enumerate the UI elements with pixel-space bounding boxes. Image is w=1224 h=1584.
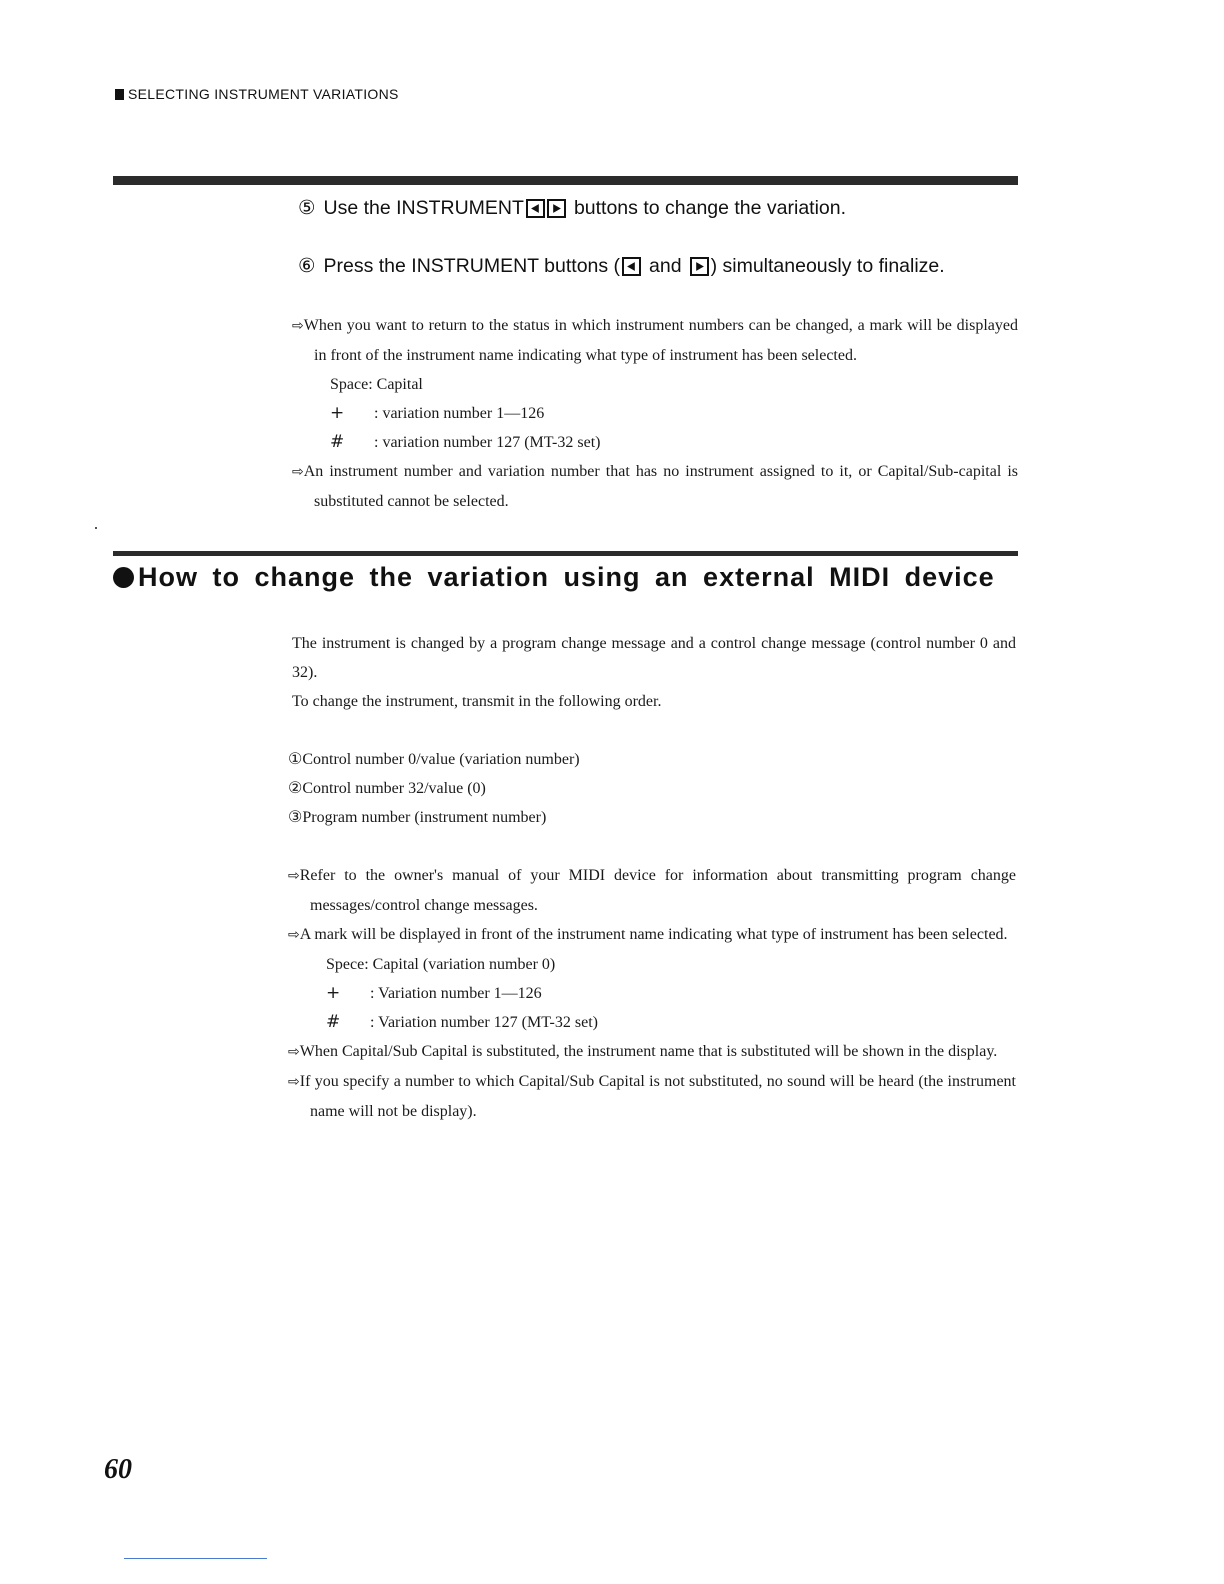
square-bullet-icon bbox=[115, 89, 124, 100]
legend-text: : Capital bbox=[368, 376, 423, 393]
legend-symbol: Space bbox=[330, 376, 369, 393]
running-header-text: SELECTING INSTRUMENT VARIATIONS bbox=[128, 86, 399, 102]
note-cannot-select: ⇨An instrument number and variation number that has no instrument assigned to it, or Capital/Sub-capital is substituted cannot be selected. bbox=[292, 463, 1018, 510]
right-arrow-button-icon bbox=[547, 199, 566, 218]
step-text-after: ) simultaneously to finalize. bbox=[710, 254, 945, 277]
step-text-before: Use the INSTRUMENT bbox=[323, 196, 524, 219]
arrow-icon: ⇨ bbox=[288, 868, 300, 884]
legend-text: : variation number 1—126 bbox=[374, 405, 545, 422]
order-item: ②Control number 32/value (0) bbox=[288, 780, 486, 797]
step-number: ⑤ bbox=[298, 197, 316, 219]
section-title-text: How to change the variation using an external MIDI device bbox=[138, 562, 995, 592]
order-item: ③Program number (instrument number) bbox=[288, 809, 547, 826]
bullet-dot-icon bbox=[113, 567, 134, 588]
legend-text: : Variation number 1—126 bbox=[370, 985, 542, 1002]
note-return-status: ⇨When you want to return to the status in which instrument numbers can be changed, a mark will be displayed in front of the instrument name indicating what type of instrument has been selected. bbox=[292, 317, 1018, 364]
plus-symbol: + bbox=[326, 983, 341, 1003]
section-body bbox=[292, 629, 1016, 716]
hash-symbol: # bbox=[330, 432, 345, 452]
left-arrow-button-icon bbox=[526, 199, 545, 218]
page-number: 60 bbox=[104, 1454, 132, 1485]
legend-text: : Capital (variation number 0) bbox=[364, 956, 556, 973]
legend-row bbox=[330, 428, 1018, 457]
arrow-icon: ⇨ bbox=[288, 1044, 300, 1060]
top-divider-bar bbox=[113, 176, 1018, 185]
section-divider-bar bbox=[113, 551, 1018, 556]
note-mark-displayed: ⇨A mark will be displayed in front of the instrument name indicating what type of instrument has been selected. bbox=[288, 926, 1008, 943]
order-item: ①Control number 0/value (variation number) bbox=[288, 751, 580, 768]
order-list bbox=[288, 745, 1012, 832]
legend-top bbox=[292, 370, 1018, 457]
arrow-icon: ⇨ bbox=[292, 464, 304, 480]
running-header bbox=[115, 86, 399, 102]
hash-symbol: # bbox=[326, 1012, 341, 1032]
legend-symbol: Spece bbox=[326, 956, 365, 973]
legend-row bbox=[326, 1008, 1016, 1037]
plus-symbol: + bbox=[330, 403, 345, 423]
step-text-after: buttons to change the variation. bbox=[573, 196, 847, 219]
note-substituted-name: ⇨When Capital/Sub Capital is substituted, the instrument name that is substituted will be shown in the display. bbox=[288, 1043, 998, 1060]
legend-row bbox=[330, 399, 1018, 428]
stray-mark bbox=[95, 527, 97, 529]
legend-row bbox=[326, 979, 1016, 1008]
legend-text: : variation number 127 (MT-32 set) bbox=[374, 434, 601, 451]
arrow-icon: ⇨ bbox=[288, 1074, 300, 1090]
step-6 bbox=[298, 254, 945, 278]
step-number: ⑥ bbox=[298, 255, 316, 277]
step-text-mid: and bbox=[649, 254, 682, 277]
legend-row bbox=[326, 950, 1016, 979]
legend-text: : Variation number 127 (MT-32 set) bbox=[370, 1014, 598, 1031]
arrow-icon: ⇨ bbox=[288, 927, 300, 943]
left-arrow-button-icon bbox=[622, 257, 641, 276]
section-notes bbox=[288, 861, 1016, 1126]
note-no-sound: ⇨If you specify a number to which Capital/Sub Capital is not substituted, no sound will be heard (the instrument name will not be display). bbox=[288, 1073, 1016, 1120]
step-5 bbox=[298, 196, 846, 220]
footer-line bbox=[124, 1558, 267, 1559]
intro-paragraph: The instrument is changed by a program change message and a control change message (control number 0 and 32). bbox=[292, 635, 1016, 681]
step-text-before: Press the INSTRUMENT buttons ( bbox=[323, 254, 621, 277]
section-title bbox=[113, 562, 995, 593]
arrow-icon: ⇨ bbox=[292, 318, 304, 334]
legend-row bbox=[330, 370, 1018, 399]
right-arrow-button-icon bbox=[690, 257, 709, 276]
note-owners-manual: ⇨Refer to the owner's manual of your MIDI device for information about transmitting program change messages/control change messages. bbox=[288, 867, 1016, 914]
top-notes bbox=[292, 311, 1018, 516]
intro-instruction: To change the instrument, transmit in the following order. bbox=[292, 693, 662, 710]
legend-section bbox=[288, 950, 1016, 1037]
